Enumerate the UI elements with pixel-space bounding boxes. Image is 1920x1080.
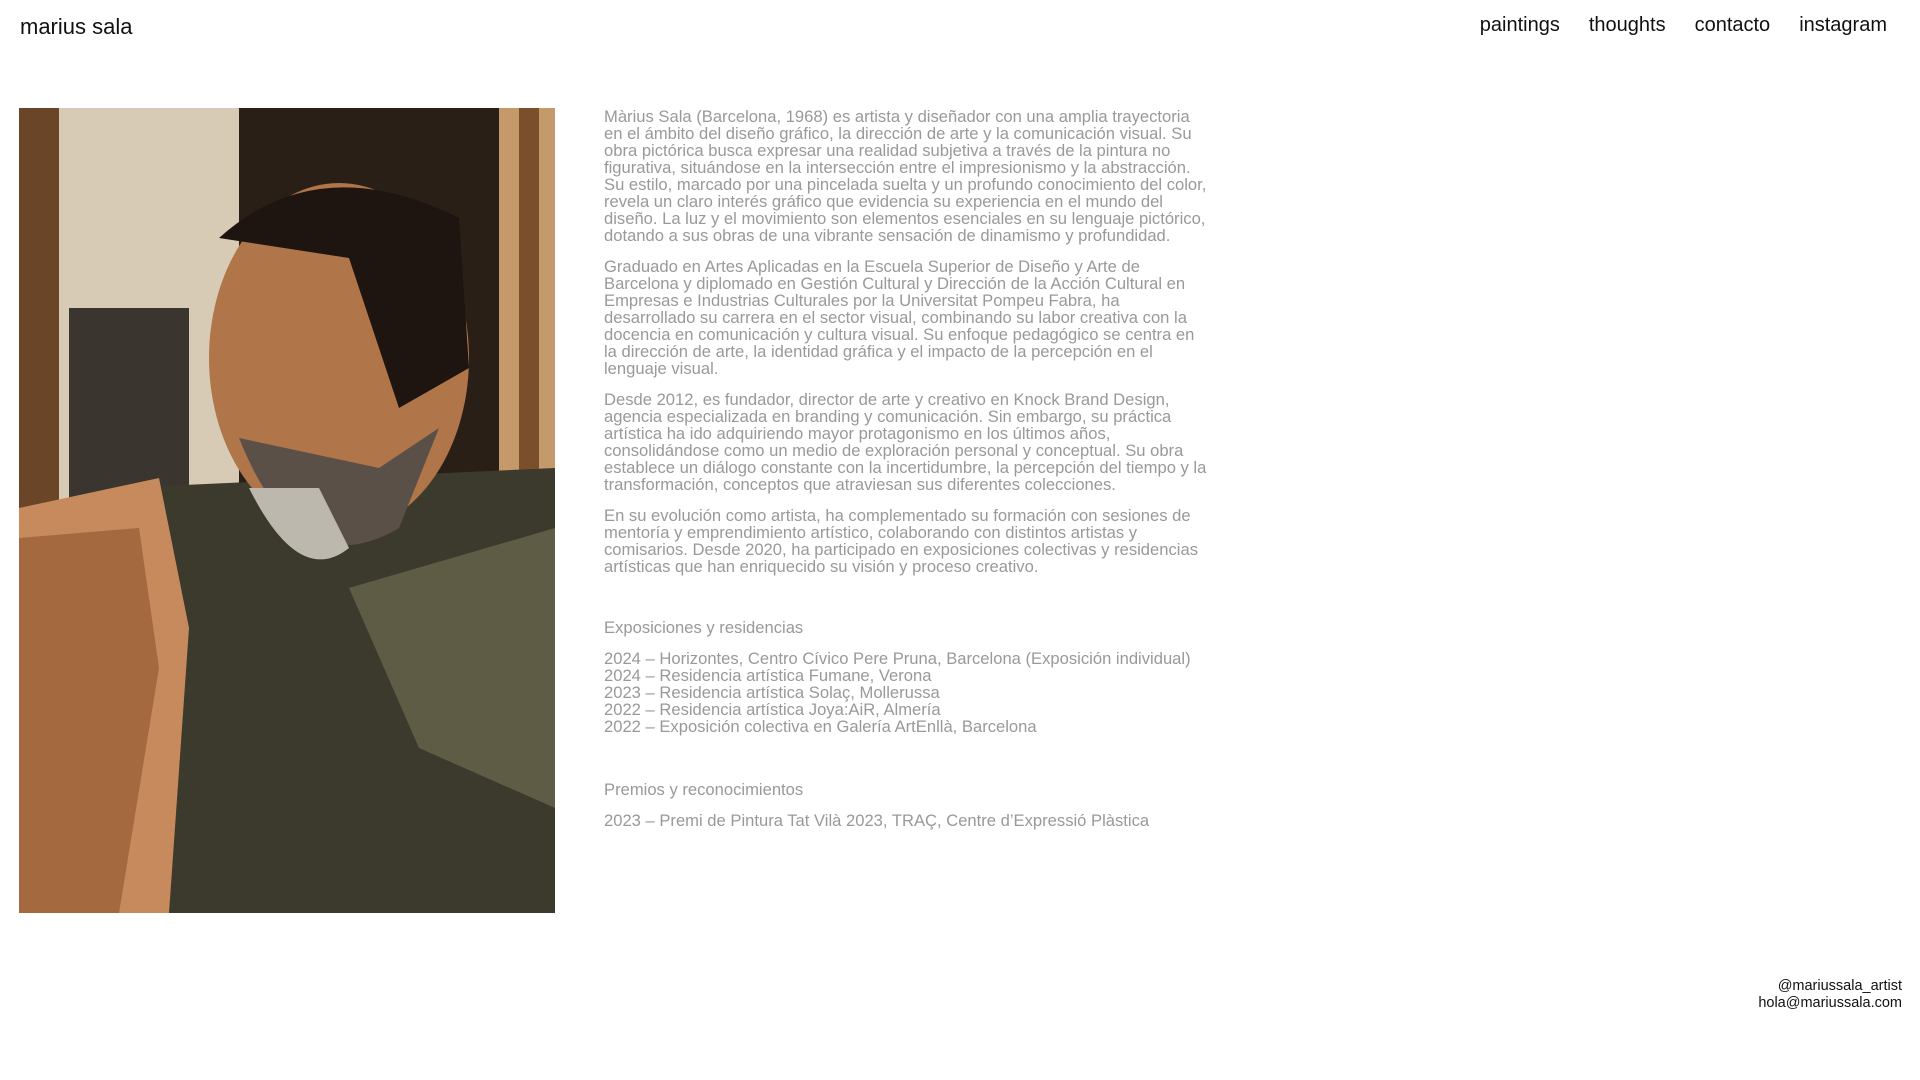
exhibition-item: 2023 – Residencia artística Solaç, Mollerussa (604, 683, 940, 702)
exhibition-item: 2022 – Exposición colectiva en Galería ArtEnllà, Barcelona (604, 717, 1037, 736)
awards-list (604, 812, 1209, 829)
award-item: 2023 – Premi de Pintura Tat Vilà 2023, TRAÇ, Centre d’Expressió Plàstica (604, 811, 1150, 830)
footer-instagram-link[interactable]: @mariussala_artist (1777, 978, 1902, 994)
nav-thoughts[interactable]: thoughts (1588, 14, 1666, 36)
footer-contact (1758, 978, 1902, 1012)
artist-bio (604, 108, 1209, 829)
exhibitions-title: Exposiciones y residencias (604, 618, 804, 637)
nav-paintings[interactable]: paintings (1479, 14, 1560, 36)
nav-instagram[interactable]: instagram (1799, 14, 1887, 36)
nav-contacto[interactable]: contacto (1694, 14, 1771, 36)
exhibition-item: 2022 – Residencia artística Joya:AiR, Almería (604, 700, 941, 719)
bio-paragraph: Graduado en Artes Aplicadas en la Escuela Superior de Diseño y Arte de Barcelona y diplomado en Gestión Cultural y Dirección de la Acción Cultural en Empresas e Industrias Culturales por la Universitat Pompeu Fabra, ha desarrollado su carrera en el sector visual, combinando su labor creativa con la docencia en comunicación y cultura visual. Su enfoque pedagógico se centra en la dirección de arte, la identidad gráfica y el impacto de la percepción en el lenguaje visual. (604, 257, 1195, 378)
bio-paragraph: En su evolución como artista, ha complementado su formación con sesiones de mentoría y emprendimiento artístico, colaborando con distintos artistas y comisarios. Desde 2020, ha participado en exposiciones colectivas y residencias artísticas que han enriquecido su visión y proceso creativo. (604, 506, 1199, 576)
main-nav (1480, 14, 1887, 37)
footer-email-link[interactable]: hola@mariussala.com (1758, 995, 1902, 1011)
site-logo[interactable]: marius sala (20, 14, 133, 39)
exhibitions-list (604, 650, 1209, 735)
exhibition-item: 2024 – Residencia artística Fumane, Verona (604, 666, 932, 685)
exhibition-item: 2024 – Horizontes, Centro Cívico Pere Pruna, Barcelona (Exposición individual) (604, 649, 1191, 668)
awards-title: Premios y reconocimientos (604, 780, 804, 799)
artist-portrait (19, 108, 555, 913)
bio-paragraph: Desde 2012, es fundador, director de arte y creativo en Knock Brand Design, agencia especializada en branding y comunicación. Sin embargo, su práctica artística ha ido adquiriendo mayor protagonismo en los últimos años, consolidándose como un medio de exploración personal y conceptual. Su obra establece un diálogo constante con la incertidumbre, la percepción del tiempo y la transformación, conceptos que atraviesan sus diferentes colecciones. (604, 390, 1207, 494)
bio-paragraph: Màrius Sala (Barcelona, 1968) es artista y diseñador con una amplia trayectoria en el ámbito del diseño gráfico, la dirección de arte y la comunicación visual. Su obra pictórica busca expresar una realidad subjetiva a través de la pintura no figurativa, situándose en la intersección entre el impresionismo y la abstracción. Su estilo, marcado por una pincelada suelta y un profundo conocimiento del color, revela un claro interés gráfico que evidencia su experiencia en el mundo del diseño. La luz y el movimiento son elementos esenciales en su lenguaje pictórico, dotando a sus obras de una vibrante sensación de dinamismo y profundidad. (604, 107, 1207, 245)
